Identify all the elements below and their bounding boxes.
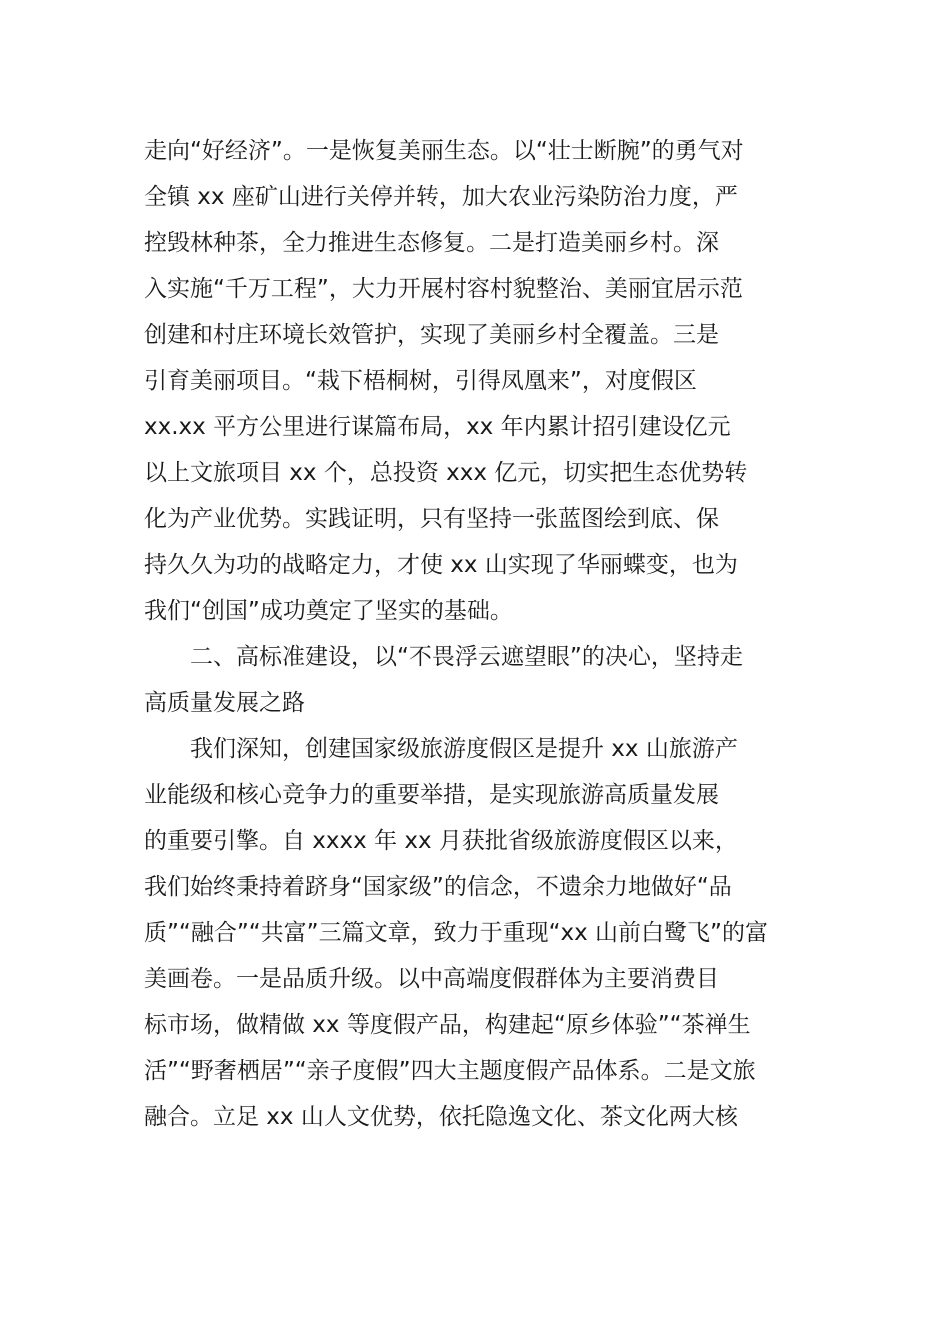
text-line: 质”“融合”“共富”三篇文章，致力于重现“xx 山前白鹭飞”的富	[144, 920, 768, 946]
text-line: 全镇 xx 座矿山进行关停并转，加大农业污染防治力度，严	[144, 184, 738, 210]
text-line: 走向“好经济”。一是恢复美丽生态。以“壮士断腕”的勇气对	[144, 138, 744, 164]
text-line: 融合。立足 xx 山人文优势，依托隐逸文化、茶文化两大核	[144, 1104, 738, 1130]
text-line: 控毁林种茶，全力推进生态修复。二是打造美丽乡村。深	[144, 230, 719, 256]
text-line: 的重要引擎。自 xxxx 年 xx 月获批省级旅游度假区以来，	[144, 828, 738, 854]
text-line: 以上文旅项目 xx 个，总投资 xxx 亿元，切实把生态优势转	[144, 460, 748, 486]
text-line: 业能级和核心竞争力的重要举措，是实现旅游高质量发展	[144, 782, 719, 808]
paragraph-first-line: 我们深知，创建国家级旅游度假区是提升 xx 山旅游产	[190, 736, 738, 762]
document-body	[144, 128, 804, 1140]
text-line: 我们“创国”成功奠定了坚实的基础。	[144, 598, 513, 624]
text-line: 活”“野奢栖居”“亲子度假”四大主题度假产品体系。二是文旅	[144, 1058, 756, 1084]
section-heading-line: 二、高标准建设，以“不畏浮云遮望眼”的决心，坚持走	[190, 644, 743, 670]
text-line: 我们始终秉持着跻身“国家级”的信念，不遗余力地做好“品	[144, 874, 732, 900]
text-line: 入实施“千万工程”，大力开展村容村貌整治、美丽宜居示范	[144, 276, 743, 302]
text-line: 化为产业优势。实践证明，只有坚持一张蓝图绘到底、保	[144, 506, 719, 532]
text-line: xx.xx 平方公里进行谋篇布局，xx 年内累计招引建设亿元	[144, 414, 731, 440]
text-line: 美画卷。一是品质升级。以中高端度假群体为主要消费目	[144, 966, 719, 992]
section-heading-line: 高质量发展之路	[144, 690, 305, 716]
text-line: 标市场，做精做 xx 等度假产品，构建起“原乡体验”“茶禅生	[144, 1012, 751, 1038]
text-line: 引育美丽项目。“栽下梧桐树，引得凤凰来”，对度假区	[144, 368, 697, 394]
text-line: 持久久为功的战略定力，才使 xx 山实现了华丽蝶变，也为	[144, 552, 738, 578]
text-line: 创建和村庄环境长效管护，实现了美丽乡村全覆盖。三是	[144, 322, 719, 348]
